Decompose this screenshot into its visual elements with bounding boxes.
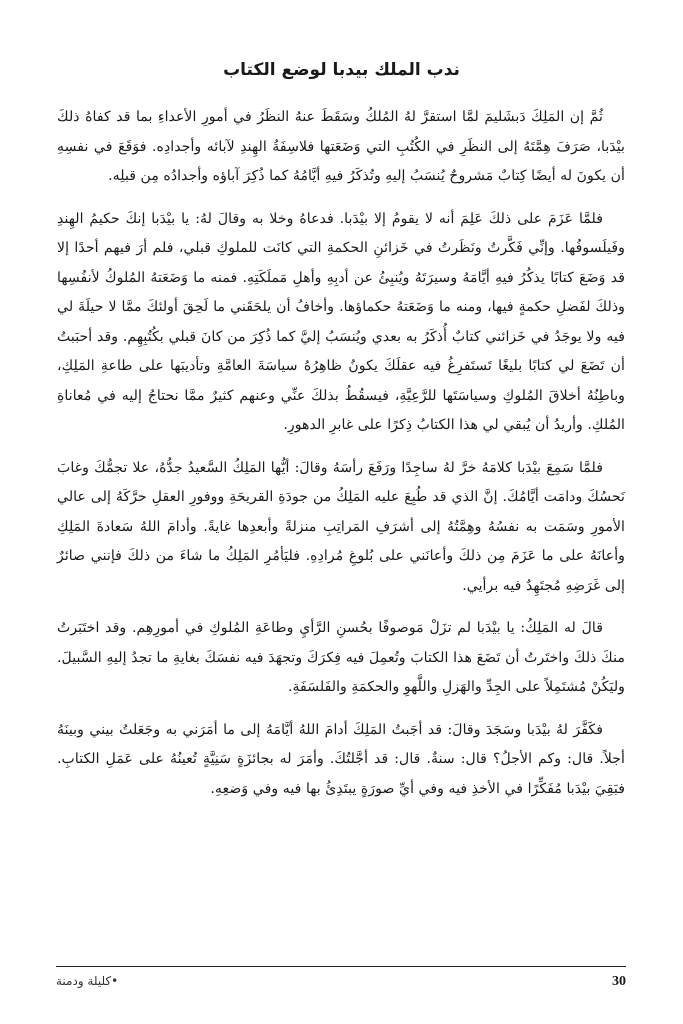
page-footer <box>56 974 626 996</box>
chapter-title: ندب الملك بيدبا لوضع الكتاب <box>223 60 460 80</box>
body-text <box>57 103 625 817</box>
running-footer-title: •كليلة ودمنة <box>56 974 119 988</box>
paragraph: فلمَّا سَمِعَ بيْدَبا كلامَهُ خرَّ لهُ ساجِدًا ورَفَعَ رأسَهُ وقالَ: أيُّها المَلِكُ السَّعيدُ جدُّهُ، علا تجمُّكَ وغابَ نَحسُكَ ودامَت أيَّامُكَ. إنَّ الذي قد طُبِعَ عليه المَلِكُ من جودَةِ القريحَةِ ووفورِ العقلِ حرَّكَهُ إلى عالي الأمورِ وسَمَت به نفسُهُ وهِمَّتُهُ إلى أشرَفِ المَراتِبِ منزلةً وأبعدِها غايةً. وأدامَ اللهُ سَعادةَ المَلِكِ وأعانَهُ على ما عَزَمَ مِن ذلكَ وأعانَني على بُلوغِ مُرادِهِ. فليَأمُرِ المَلِكُ ما شاءَ من ذلكَ فإنني صائرٌ إلى غَرَضِهِ مُجتَهِدٌ فيه برأيي. <box>57 459 625 594</box>
footer-divider <box>56 966 626 967</box>
paragraph: قالَ له المَلِكُ: يا بيْدَبا لم تزَلْ مَوصوفًا بحُسنِ الرَّأيِ وطاعَةِ المُلوكِ في أمورِهِم. وقد اختَبَرتُ منكَ ذلكَ واختَرتُ أن تَضَعَ هذا الكتابَ وتُعمِلَ فيه فِكرَكَ وتجهَدَ فيه نفسَكَ بغايةِ ما تجدُ إليهِ السَّبيلَ. وليَكُنْ مُشتَمِلاً على الجِدِّ والهَزلِ واللَّهوِ والحكمَةِ والفَلسَفَةِ. <box>57 620 625 695</box>
paragraph: فلمَّا عَزَمَ على ذلكَ عَلِمَ أنه لا يقومُ إلا بيْدَبا. فدعاهُ وخلا به وقالَ لهُ: يا بيْدَبا إنكَ حكيمُ الهِندِ وفَيلَسوفُها. وإنِّي فَكَّرتُ ونَظَرتُ في خَزائنِ الحكمةِ التي كانَت للملوكِ قبلي، فلم أرَ فيهم أحدًا إلا قد وَضَعَ كتابًا يذكُرُ فيهِ أيَّامَهُ وسيرَتَهُ ويُنبِئُ عن أدبِهِ وأهلِ مَملَكَتِهِ. فمنه ما وَضَعَتهُ المُلوكُ لأنفُسِها وذلكَ لفَضلِ حكمةٍ فيها، ومنه ما وَضَعَتهُ حكماؤها. وأخافُ أن يلحَقَني ما لَحِقَ أولئكَ ممَّا لا حيلَةَ لي فيه ولا يوجَدُ في خَزائني كتابٌ أُذكَرُ به بعدي ويُنسَبُ إليَّ كما ذُكِرَ من كانَ قبلي بكُتُبِهِم. وقد أحبَبتُ أن تَضَعَ لي كتابًا بليغًا تَستَفرِغُ فيه عقلَكَ يكونُ ظاهِرُهُ سياسَةَ العامَّةِ وتأديبَها على طاعةِ المَلِكِ، وباطِنُهُ أخلاقَ المُلوكِ وسياسَتَها للرَّعِيَّةِ، فيسقُطُ بذلكَ عنِّي وعنهم كثيرٌ ممَّا نحتاجُ إليه في مُعاناةِ المُلكِ. وأريدُ أن يُبقي لي هذا الكتابُ ذِكرًا على غابرِ الدهورِ. <box>57 210 625 433</box>
page-number: 30 <box>612 974 626 989</box>
paragraph: فكَفَّرَ لهُ بيْدَبا وسَجَدَ وقالَ: قد أجَبتُ المَلِكَ أدامَ اللهُ أيَّامَهُ إلى ما أمَرَني به وجَعَلتُ بيني وبينَهُ أجلاً. قال: وكم الأجلُ؟ قال: سنةٌ. قال: قد أجَّلتُكَ. وأمَرَ له بجائزَةٍ سَنِيَّةٍ تُعينُهُ على عَمَلِ الكتابِ. فبَقِيَ بيْدَبا مُفَكِّرًا في الأخذِ فيه وفي أيِّ صورَةٍ يبتَدِئُ بها فيه وفي وَضعِهِ. <box>57 721 625 797</box>
paragraph: ثُمَّ إن المَلِكَ دَبشَليمَ لمَّا استقرَّ لهُ المُلكُ وسَقَطَ عنهُ النظَرُ في أمورِ الأعداءِ بما قد كفاهُ ذلكَ بيْدَبا، صَرَفَ هِمَّتَهُ إلى النظَرِ في الكُتُبِ التي وَضَعَتها فلاسِفَةُ الهِندِ لآبائه وأجدادِه. فوَقَعَ في نفسِهِ أن يكونَ له أيضًا كِتابٌ مَشروحٌ يُنسَبُ إليهِ وتُذكَرُ فيهِ أيَّامُهُ كما ذُكِرَ آباؤه وأجدادُه مِن قبلِه. <box>57 109 625 184</box>
